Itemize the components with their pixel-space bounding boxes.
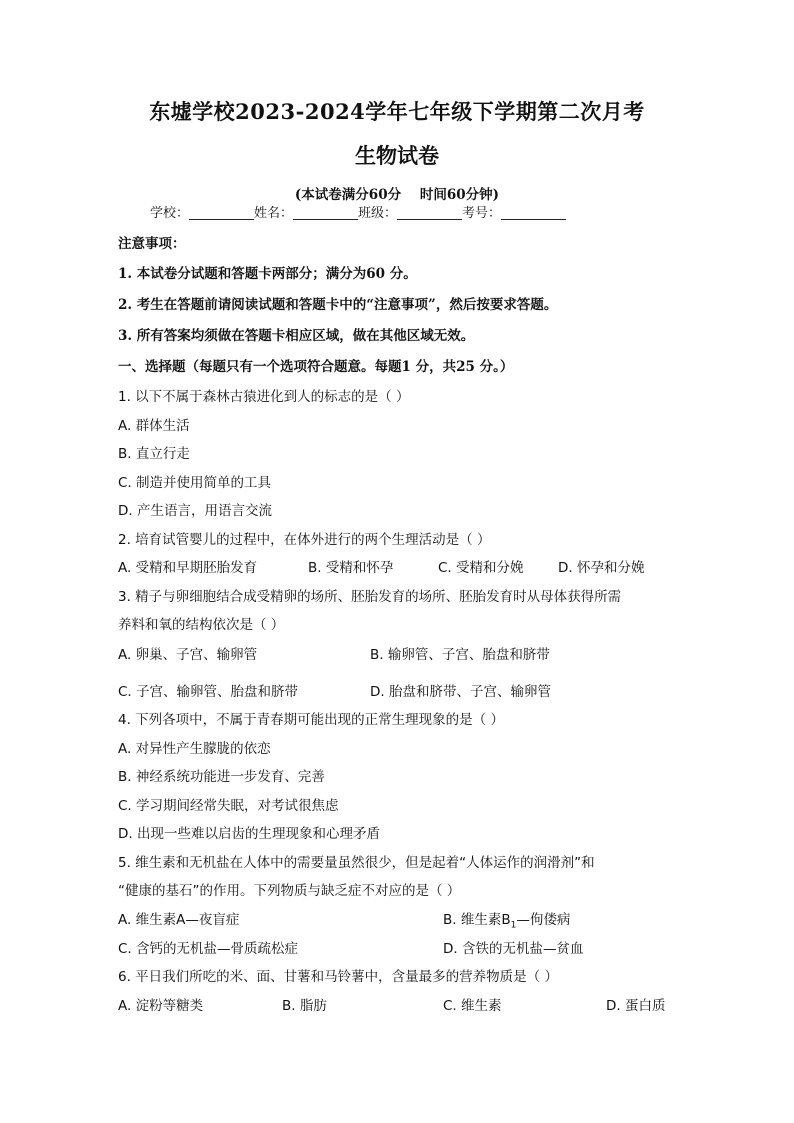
question-4-stem: 4. 下列各项中，不属于青春期可能出现的正常生理现象的是（ ） (118, 712, 504, 728)
question-6-stem: 6. 平日我们所吃的米、面、甘薯和马铃薯中，含量最多的营养物质是（ ） (118, 969, 558, 985)
question-5-option-a: A. 维生素A—夜盲症 (118, 912, 240, 928)
question-2-option-b: B. 受精和怀孕 (308, 560, 394, 576)
question-4-option-b: B. 神经系统功能进一步发育、完善 (118, 769, 325, 785)
question-5-option-b-text: B. 维生素B (443, 912, 511, 928)
student-info-line: 学校：__________姓名：__________班级：__________考号：__________ (150, 206, 567, 221)
question-2-option-a: A. 受精和早期胚胎发育 (118, 560, 258, 576)
question-1-option-d: D. 产生语言，用语言交流 (118, 503, 272, 519)
notice-item-1: 1. 本试卷分试题和答题卡两部分；满分为60 分。 (118, 266, 417, 282)
question-1-stem: 1. 以下不属于森林古猿进化到人的标志的是（ ） (118, 389, 410, 405)
question-2-stem: 2. 培育试管婴儿的过程中，在体外进行的两个生理活动是（ ） (118, 532, 491, 548)
question-5-option-b-subscript: 1 (510, 920, 517, 931)
question-5-option-c: C. 含钙的无机盐—骨质疏松症 (118, 941, 299, 957)
question-1-option-b: B. 直立行走 (118, 446, 190, 462)
notice-heading: 注意事项： (118, 236, 186, 252)
question-5-stem-line2: “健康的基石”的作用。下列物质与缺乏症不对应的是（ ） (118, 883, 461, 899)
question-3-option-c: C. 子宫、输卵管、胎盘和脐带 (118, 684, 299, 700)
exam-subject-title: 生物试卷 (355, 143, 439, 168)
question-2-option-c: C. 受精和分娩 (438, 560, 524, 576)
question-5-option-d: D. 含铁的无机盐—贫血 (443, 941, 584, 957)
question-5-stem-line1: 5. 维生素和无机盐在人体中的需要量虽然很少，但是起着“人体运作的润滑剂”和 (118, 855, 595, 871)
question-6-option-a: A. 淀粉等糖类 (118, 998, 204, 1014)
question-3-option-a: A. 卵巢、子宫、输卵管 (118, 647, 258, 663)
question-4-option-c: C. 学习期间经常失眠，对考试很焦虑 (118, 798, 339, 814)
question-3-stem-line1: 3. 精子与卵细胞结合成受精卵的场所、胚胎发育的场所、胚胎发育时从母体获得所需 (118, 589, 622, 605)
question-1-option-a: A. 群体生活 (118, 418, 190, 434)
question-2-option-d: D. 怀孕和分娩 (558, 560, 645, 576)
exam-title: 东墟学校2023-2024学年七年级下学期第二次月考 (149, 99, 645, 124)
question-4-option-a: A. 对异性产生朦胧的依恋 (118, 741, 271, 757)
question-4-option-d: D. 出现一些难以启齿的生理现象和心理矛盾 (118, 826, 380, 842)
question-6-option-d: D. 蛋白质 (606, 998, 666, 1014)
question-5-option-b-suffix: —佝偻病 (516, 912, 571, 928)
question-3-stem-line2: 养料和氧的结构依次是（ ） (118, 617, 285, 633)
exam-score-time: (本试卷满分60分 时间60分钟) (294, 187, 500, 203)
question-6-option-b: B. 脂肪 (282, 998, 327, 1014)
section-heading: 一、选择题（每题只有一个选项符合题意。每题1 分，共25 分。） (118, 359, 514, 375)
question-6-option-c: C. 维生素 (443, 998, 502, 1014)
question-5-option-b (443, 910, 570, 936)
question-1-option-c: C. 制造并使用简单的工具 (118, 475, 272, 491)
notice-item-3: 3. 所有答案均须做在答题卡相应区域，做在其他区域无效。 (118, 328, 475, 344)
notice-item-2: 2. 考生在答题前请阅读试题和答题卡中的“注意事项”，然后按要求答题。 (118, 297, 558, 313)
question-3-option-b: B. 输卵管、子宫、胎盘和脐带 (370, 647, 550, 663)
question-3-option-d: D. 胎盘和脐带、子宫、输卵管 (370, 684, 551, 700)
